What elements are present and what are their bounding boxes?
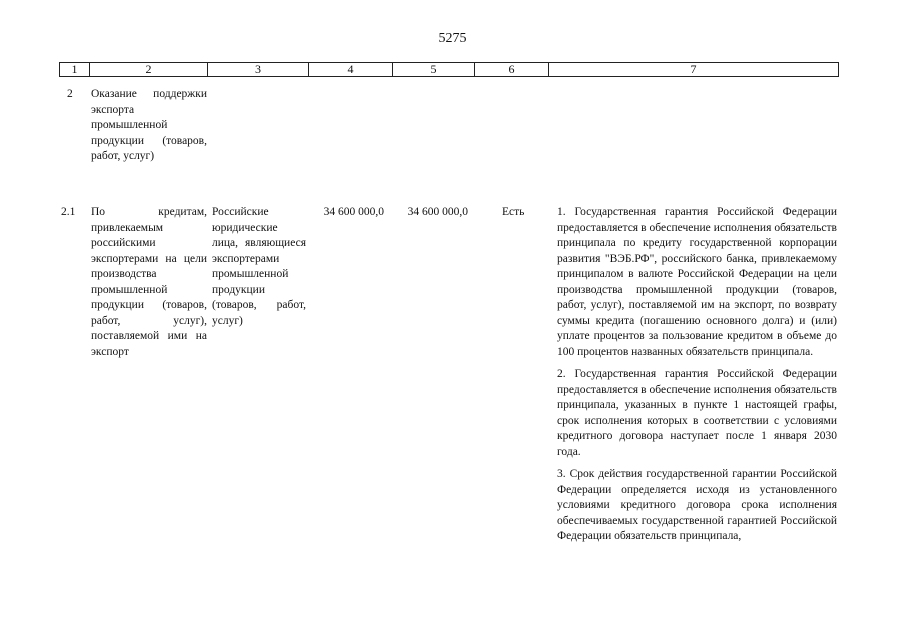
column-number: 1 [60,63,90,76]
page-number: 5275 [438,31,467,46]
row-2-1-amount-year: 34 600 000,0 [407,206,468,218]
row-2-name: Оказание поддержки экспорта промышленной продукции (товаров, работ, услуг) [91,88,207,162]
condition-paragraph-3: 3. Срок действия государственной гарантии Российской Федерации определяется исходя из установленного условиями кредитного договора срока исполнения обеспечиваемых государственной гарантией Российской Федерации обязательств принципала, [557,468,837,542]
row-2-number: 2 [67,88,73,100]
row-2-1-purpose: По кредитам, привлекаемым российскими экспортерами на цели производства промышленной продукции (товаров, работ, услуг), поставляемой ими на экспорт [91,206,207,358]
column-number: 5 [393,63,475,76]
column-number: 2 [90,63,208,76]
row-2-1-regress-right: Есть [502,206,525,218]
row-2-1-number: 2.1 [61,206,76,218]
column-number: 6 [475,63,549,76]
row-2-1-conditions [557,205,837,552]
condition-paragraph-1: 1. Государственная гарантия Российской Федерации предоставляется в обеспечение исполнения обязательств принципала по кредиту государственной корпорации развития "ВЭБ.РФ", российского банка, привлекаемому принципалом в валюте Российской Федерации на цели производства промышленной продукции (товаров, работ, услуг), поставляемой им на экспорт, по возврату суммы кредита (погашению основного долга) и (или) уплате процентов за пользование кредитом в объеме до 100 процентов названных обязательств принципала. [557,206,837,358]
row-2-1-recipients: Российские юридические лица, являющиеся экспортерами промышленной продукции (товаров, работ, услуг) [212,206,306,327]
column-number: 3 [208,63,309,76]
row-2-1-amount-total: 34 600 000,0 [323,206,384,218]
condition-paragraph-2: 2. Государственная гарантия Российской Федерации предоставляется в обеспечение исполнения обязательств принципала, указанных в пункте 1 настоящей графы, срок исполнения которых в соответствии с условиями кредитного договора наступает после 1 января 2030 года. [557,368,837,458]
column-number: 7 [690,62,697,76]
column-number: 4 [309,63,393,76]
column-number-header [59,62,839,77]
